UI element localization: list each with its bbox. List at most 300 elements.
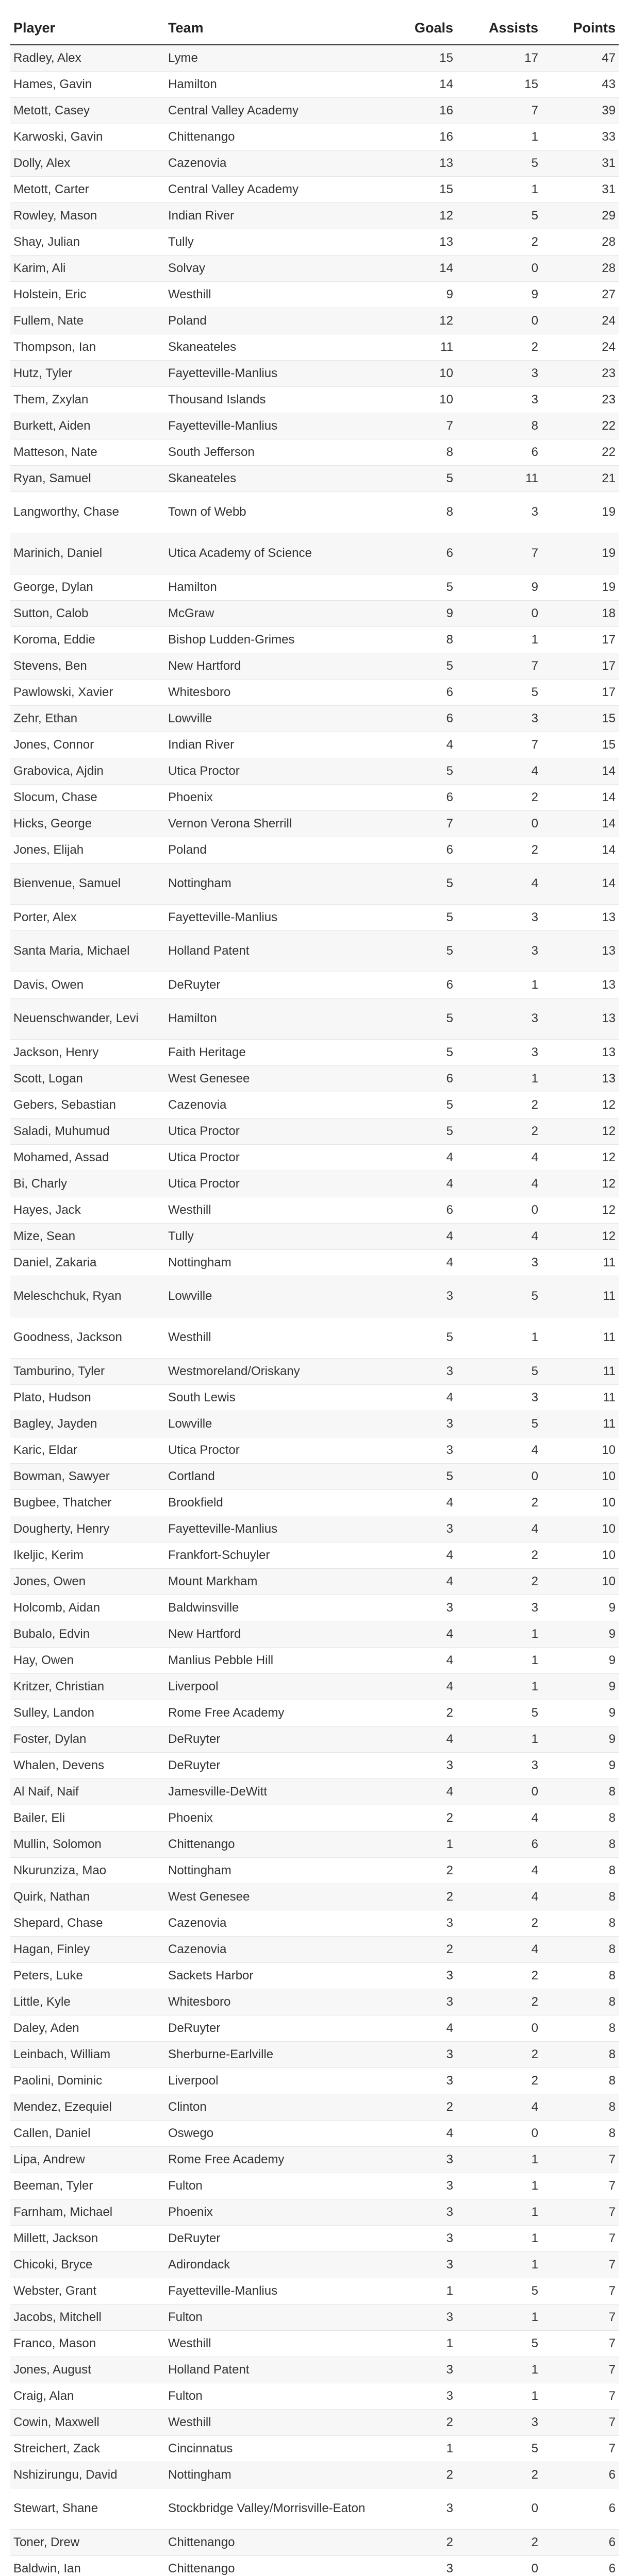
column-header-team[interactable]: Team [165,15,371,45]
assists-cell: 5 [456,679,541,705]
player-cell: Hay, Owen [10,1647,165,1673]
points-cell: 13 [541,930,619,972]
assists-cell: 5 [456,150,541,176]
team-cell: Chittenango [165,2529,371,2555]
points-cell: 7 [541,2383,619,2409]
assists-cell: 7 [456,732,541,758]
datawrapper-table-container [10,0,619,2576]
team-cell: Chittenango [165,124,371,150]
table-row [10,2225,619,2251]
goals-cell: 12 [371,202,456,229]
assists-cell: 1 [456,2146,541,2173]
table-row [10,904,619,930]
table-row [10,1039,619,1065]
goals-cell: 9 [371,281,456,308]
table-row [10,1542,619,1568]
goals-cell: 16 [371,97,456,124]
goals-cell: 4 [371,1144,456,1171]
assists-cell: 4 [456,1884,541,1910]
points-cell: 8 [541,2015,619,2041]
goals-cell: 4 [371,1223,456,1249]
points-cell: 43 [541,71,619,97]
table-row [10,2067,619,2094]
points-cell: 7 [541,2173,619,2199]
table-row [10,1249,619,1276]
assists-cell: 2 [456,1489,541,1516]
goals-cell: 3 [371,1595,456,1621]
team-cell: Cazenovia [165,1910,371,1936]
player-cell: Hayes, Jack [10,1197,165,1223]
table-row [10,1384,619,1411]
assists-cell: 1 [456,2251,541,2278]
team-cell: Mount Markham [165,1568,371,1595]
player-cell: George, Dylan [10,574,165,600]
column-header-goals[interactable]: Goals [371,15,456,45]
points-cell: 10 [541,1568,619,1595]
player-cell: Baldwin, Ian [10,2555,165,2576]
assists-cell: 1 [456,1317,541,1358]
player-cell: Karic, Eldar [10,1437,165,1463]
team-cell: Jamesville-DeWitt [165,1778,371,1805]
points-cell: 12 [541,1092,619,1118]
assists-cell: 2 [456,1962,541,1989]
goals-cell: 13 [371,229,456,255]
assists-cell: 6 [456,1831,541,1857]
table-row [10,533,619,574]
player-cell: Bowman, Sawyer [10,1463,165,1489]
player-cell: Jones, August [10,2357,165,2383]
player-cell: Metott, Casey [10,97,165,124]
player-cell: Whalen, Devens [10,1752,165,1778]
table-row [10,2015,619,2041]
table-row [10,2462,619,2488]
player-cell: Jones, Connor [10,732,165,758]
team-cell: New Hartford [165,1621,371,1647]
table-row [10,1358,619,1384]
table-row [10,837,619,863]
table-row [10,229,619,255]
goals-cell: 14 [371,71,456,97]
goals-cell: 13 [371,150,456,176]
table-row [10,1989,619,2015]
assists-cell: 0 [456,1463,541,1489]
player-cell: Shepard, Chase [10,1910,165,1936]
assists-cell: 3 [456,492,541,533]
points-cell: 8 [541,2120,619,2146]
goals-cell: 2 [371,2529,456,2555]
assists-cell: 5 [456,1411,541,1437]
assists-cell: 5 [456,202,541,229]
goals-cell: 3 [371,1437,456,1463]
points-cell: 28 [541,229,619,255]
points-cell: 13 [541,972,619,998]
assists-cell: 2 [456,784,541,810]
points-cell: 8 [541,2041,619,2067]
table-row [10,281,619,308]
points-cell: 24 [541,308,619,334]
team-cell: Adirondack [165,2251,371,2278]
player-cell: Al Naif, Naif [10,1778,165,1805]
points-cell: 17 [541,679,619,705]
table-row [10,1700,619,1726]
points-cell: 13 [541,1065,619,1092]
assists-cell: 2 [456,2529,541,2555]
points-cell: 7 [541,2199,619,2225]
goals-cell: 3 [371,2383,456,2409]
player-cell: Bi, Charly [10,1171,165,1197]
points-cell: 39 [541,97,619,124]
table-row [10,1621,619,1647]
goals-cell: 15 [371,45,456,71]
table-row [10,626,619,653]
player-cell: Sulley, Landon [10,1700,165,1726]
points-cell: 8 [541,1778,619,1805]
table-row [10,1223,619,1249]
assists-cell: 3 [456,386,541,413]
player-cell: Karim, Ali [10,255,165,281]
assists-cell: 0 [456,600,541,626]
points-cell: 15 [541,705,619,732]
table-row [10,1805,619,1831]
assists-cell: 4 [456,758,541,784]
goals-cell: 4 [371,1568,456,1595]
player-cell: Stewart, Shane [10,2488,165,2529]
assists-cell: 4 [456,1171,541,1197]
table-row [10,998,619,1039]
player-cell: Marinich, Daniel [10,533,165,574]
table-row [10,784,619,810]
assists-cell: 1 [456,626,541,653]
points-cell: 27 [541,281,619,308]
points-cell: 33 [541,124,619,150]
team-cell: New Hartford [165,653,371,679]
table-row [10,2330,619,2357]
goals-cell: 9 [371,600,456,626]
table-row [10,386,619,413]
goals-cell: 5 [371,1463,456,1489]
team-cell: Chittenango [165,2555,371,2576]
points-cell: 8 [541,1805,619,1831]
assists-cell: 1 [456,2173,541,2199]
table-row [10,1647,619,1673]
points-cell: 11 [541,1358,619,1384]
goals-cell: 7 [371,810,456,837]
column-header-assists[interactable]: Assists [456,15,541,45]
points-cell: 18 [541,600,619,626]
assists-cell: 0 [456,2015,541,2041]
points-cell: 13 [541,1039,619,1065]
assists-cell: 8 [456,413,541,439]
team-cell: Fayetteville-Manlius [165,2278,371,2304]
points-cell: 23 [541,360,619,386]
points-cell: 10 [541,1437,619,1463]
goals-cell: 5 [371,758,456,784]
table-row [10,1673,619,1700]
player-cell: Radley, Alex [10,45,165,71]
goals-cell: 6 [371,1065,456,1092]
assists-cell: 4 [456,1936,541,1962]
table-row [10,1489,619,1516]
points-cell: 8 [541,2094,619,2120]
goals-cell: 4 [371,1621,456,1647]
team-cell: Hamilton [165,998,371,1039]
team-cell: Sherburne-Earlville [165,2041,371,2067]
team-cell: Fayetteville-Manlius [165,360,371,386]
assists-cell: 1 [456,2304,541,2330]
table-row [10,1317,619,1358]
goals-cell: 8 [371,492,456,533]
column-header-player[interactable]: Player [10,15,165,45]
goals-cell: 5 [371,1317,456,1358]
assists-cell: 2 [456,1910,541,1936]
table-row [10,2435,619,2462]
goals-cell: 3 [371,1989,456,2015]
table-row [10,1726,619,1752]
goals-cell: 4 [371,1542,456,1568]
goals-cell: 11 [371,334,456,360]
table-row [10,2529,619,2555]
team-cell: Fayetteville-Manlius [165,1516,371,1542]
assists-cell: 1 [456,2383,541,2409]
table-row [10,1197,619,1223]
goals-cell: 15 [371,176,456,202]
player-cell: Foster, Dylan [10,1726,165,1752]
points-cell: 10 [541,1489,619,1516]
points-cell: 8 [541,1831,619,1857]
team-cell: Phoenix [165,2199,371,2225]
goals-cell: 4 [371,2120,456,2146]
points-cell: 14 [541,758,619,784]
points-cell: 7 [541,2409,619,2435]
table-row [10,1516,619,1542]
table-row [10,255,619,281]
goals-cell: 4 [371,1249,456,1276]
points-cell: 14 [541,810,619,837]
team-cell: DeRuyter [165,2015,371,2041]
table-row [10,1568,619,1595]
team-cell: Manlius Pebble Hill [165,1647,371,1673]
team-cell: Brookfield [165,1489,371,1516]
player-cell: Mohamed, Assad [10,1144,165,1171]
assists-cell: 17 [456,45,541,71]
team-cell: Solvay [165,255,371,281]
table-row [10,2120,619,2146]
team-cell: Nottingham [165,2462,371,2488]
goals-cell: 6 [371,679,456,705]
table-row [10,679,619,705]
team-cell: Clinton [165,2094,371,2120]
player-cell: Langworthy, Chase [10,492,165,533]
points-cell: 7 [541,2435,619,2462]
table-row [10,2041,619,2067]
assists-cell: 0 [456,2555,541,2576]
points-cell: 12 [541,1144,619,1171]
player-cell: Cowin, Maxwell [10,2409,165,2435]
team-cell: South Lewis [165,1384,371,1411]
assists-cell: 0 [456,810,541,837]
team-cell: Westhill [165,1317,371,1358]
assists-cell: 3 [456,1595,541,1621]
goals-cell: 4 [371,1647,456,1673]
goals-cell: 12 [371,308,456,334]
team-cell: Utica Proctor [165,1144,371,1171]
goals-cell: 5 [371,904,456,930]
goals-cell: 3 [371,1276,456,1317]
points-cell: 8 [541,1910,619,1936]
table-row [10,972,619,998]
points-cell: 6 [541,2462,619,2488]
player-cell: Goodness, Jackson [10,1317,165,1358]
points-cell: 29 [541,202,619,229]
goals-cell: 2 [371,1857,456,1884]
player-cell: Little, Kyle [10,1989,165,2015]
goals-cell: 3 [371,2067,456,2094]
assists-cell: 5 [456,1358,541,1384]
goals-cell: 6 [371,705,456,732]
assists-cell: 5 [456,1700,541,1726]
player-cell: Holcomb, Aidan [10,1595,165,1621]
assists-cell: 4 [456,1437,541,1463]
points-cell: 11 [541,1249,619,1276]
goals-cell: 4 [371,732,456,758]
column-header-points[interactable]: Points [541,15,619,45]
team-cell: Bishop Ludden-Grimes [165,626,371,653]
assists-cell: 7 [456,533,541,574]
goals-cell: 6 [371,784,456,810]
table-row [10,600,619,626]
table-row [10,930,619,972]
team-cell: Vernon Verona Sherrill [165,810,371,837]
points-cell: 10 [541,1463,619,1489]
points-cell: 31 [541,176,619,202]
team-cell: Holland Patent [165,930,371,972]
player-cell: Davis, Owen [10,972,165,998]
assists-cell: 4 [456,1223,541,1249]
points-cell: 8 [541,1936,619,1962]
points-cell: 21 [541,465,619,492]
player-cell: Fullem, Nate [10,308,165,334]
goals-cell: 4 [371,1384,456,1411]
goals-cell: 2 [371,1884,456,1910]
goals-cell: 4 [371,1489,456,1516]
assists-cell: 0 [456,2488,541,2529]
player-cell: Callen, Daniel [10,2120,165,2146]
player-cell: Tamburino, Tyler [10,1358,165,1384]
table-row [10,1936,619,1962]
points-cell: 22 [541,439,619,465]
goals-cell: 4 [371,1673,456,1700]
team-cell: Fulton [165,2304,371,2330]
goals-cell: 10 [371,386,456,413]
team-cell: Stockbridge Valley/Morrisville-Eaton [165,2488,371,2529]
assists-cell: 4 [456,1805,541,1831]
team-cell: Frankfort-Schuyler [165,1542,371,1568]
points-cell: 31 [541,150,619,176]
player-cell: Toner, Drew [10,2529,165,2555]
team-cell: Tully [165,1223,371,1249]
points-cell: 12 [541,1197,619,1223]
team-cell: Utica Academy of Science [165,533,371,574]
points-cell: 19 [541,574,619,600]
points-cell: 10 [541,1516,619,1542]
goals-cell: 2 [371,2409,456,2435]
player-cell: Rowley, Mason [10,202,165,229]
player-cell: Matteson, Nate [10,439,165,465]
table-row [10,1857,619,1884]
player-cell: Daley, Aden [10,2015,165,2041]
points-cell: 6 [541,2488,619,2529]
team-cell: Central Valley Academy [165,176,371,202]
player-cell: Franco, Mason [10,2330,165,2357]
assists-cell: 1 [456,176,541,202]
team-cell: Skaneateles [165,465,371,492]
player-cell: Koroma, Eddie [10,626,165,653]
table-row [10,2173,619,2199]
team-cell: Westhill [165,1197,371,1223]
team-cell: DeRuyter [165,1752,371,1778]
points-cell: 47 [541,45,619,71]
table-row [10,2555,619,2576]
points-cell: 7 [541,2304,619,2330]
table-row [10,1884,619,1910]
team-cell: Fulton [165,2173,371,2199]
player-cell: Metott, Carter [10,176,165,202]
assists-cell: 9 [456,281,541,308]
points-cell: 9 [541,1621,619,1647]
player-cell: Dougherty, Henry [10,1516,165,1542]
table-row [10,1962,619,1989]
table-row [10,2304,619,2330]
player-cell: Pawlowski, Xavier [10,679,165,705]
table-row [10,1752,619,1778]
team-cell: Sackets Harbor [165,1962,371,1989]
player-cell: Farnham, Michael [10,2199,165,2225]
goals-cell: 3 [371,2488,456,2529]
goals-cell: 3 [371,2225,456,2251]
points-cell: 9 [541,1595,619,1621]
table-row [10,2488,619,2529]
assists-cell: 3 [456,1249,541,1276]
team-cell: Hamilton [165,71,371,97]
team-cell: Utica Proctor [165,1437,371,1463]
goals-cell: 7 [371,413,456,439]
goals-cell: 5 [371,863,456,904]
table-row [10,863,619,904]
goals-cell: 10 [371,360,456,386]
player-cell: Hutz, Tyler [10,360,165,386]
team-cell: West Genesee [165,1884,371,1910]
points-cell: 8 [541,1989,619,2015]
goals-cell: 5 [371,1118,456,1144]
points-cell: 12 [541,1223,619,1249]
table-row [10,1171,619,1197]
player-cell: Beeman, Tyler [10,2173,165,2199]
goals-cell: 3 [371,2251,456,2278]
table-row [10,574,619,600]
points-cell: 8 [541,1857,619,1884]
goals-cell: 8 [371,626,456,653]
player-cell: Leinbach, William [10,2041,165,2067]
assists-cell: 3 [456,1384,541,1411]
goals-cell: 5 [371,930,456,972]
table-row [10,150,619,176]
player-cell: Streichert, Zack [10,2435,165,2462]
assists-cell: 2 [456,229,541,255]
player-cell: Santa Maria, Michael [10,930,165,972]
points-cell: 13 [541,904,619,930]
goals-cell: 3 [371,1752,456,1778]
goals-cell: 3 [371,2555,456,2576]
